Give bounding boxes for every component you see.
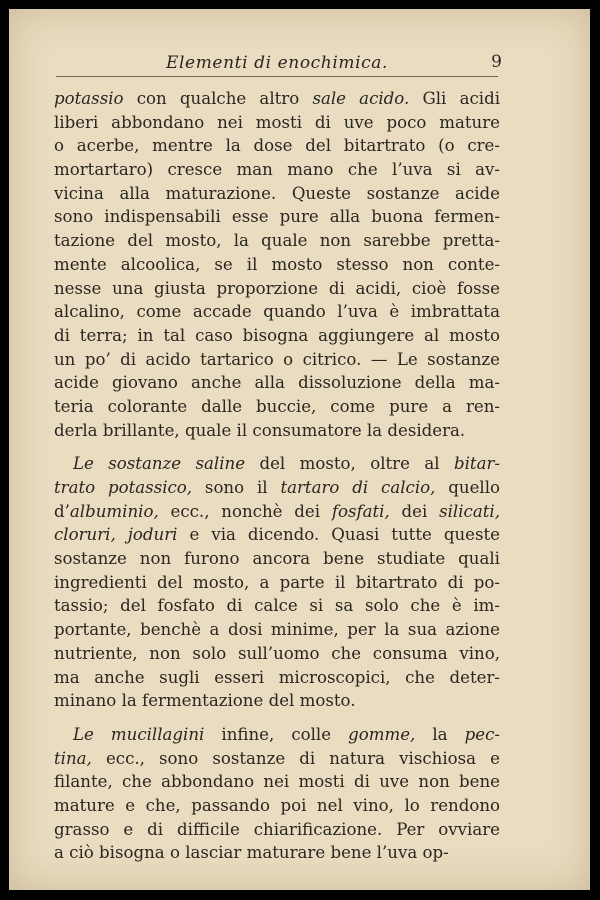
text-run: ecc., nonchè dei [158, 501, 332, 521]
paragraph [54, 452, 500, 713]
paragraph [54, 723, 500, 865]
text-run: e via dicendo. Quasi tutte queste [177, 525, 500, 545]
text-line [54, 476, 500, 500]
text-run: mature e che, passando poi nel vino, lo rendono [54, 795, 500, 815]
italic-term: tartaro di calcio, [280, 478, 436, 497]
text-run: a ciò bisogna o lasciar maturare bene l’uva op- [54, 843, 449, 863]
text-run: d’ [54, 501, 70, 521]
text-run: alcalino, come accade quando l’uva è imbrattata [54, 302, 500, 322]
text-run: Gli acidi [409, 89, 500, 108]
text-line [54, 818, 500, 842]
body-text [54, 87, 500, 865]
text-run: portante, benchè a dosi minime, per la sua azione [54, 620, 500, 640]
italic-term: silicati, [439, 501, 500, 521]
paragraph-gap [54, 442, 500, 452]
italic-term: Le mucillagini [73, 724, 205, 744]
text-line [54, 841, 500, 865]
text-line [54, 419, 500, 443]
text-line [54, 666, 500, 690]
text-line [54, 571, 500, 595]
italic-term: pec- [464, 724, 500, 744]
text-run: acide giovano anche alla dissoluzione della ma- [54, 373, 500, 393]
text-line [54, 348, 500, 372]
italic-term: potassio [54, 89, 124, 108]
text-line [54, 158, 500, 182]
italic-term: fosfati, [331, 501, 390, 521]
text-line [54, 452, 500, 476]
text-line [54, 523, 500, 547]
text-line [54, 618, 500, 642]
italic-term: tina, [54, 748, 92, 768]
text-run: liberi abbondano nei mosti di uve poco mature [54, 112, 500, 132]
text-run: un po’ di acido tartarico o citrico. — Le sostanze [54, 349, 500, 369]
text-line [54, 500, 500, 524]
text-line [54, 642, 500, 666]
text-line [54, 134, 500, 158]
text-line [54, 594, 500, 618]
text-run: filante, che abbondano nei mosti di uve non bene [54, 772, 500, 792]
text-run: o acerbe, mentre la dose del bitartrato (o cre- [54, 136, 500, 156]
text-run: di terra; in tal caso bisogna aggiungere al mosto [54, 325, 500, 345]
text-run: mortartaro) cresce man mano che l’uva si av- [54, 160, 500, 180]
text-line [54, 229, 500, 253]
paragraph [54, 87, 500, 442]
text-run: vicina alla maturazione. Queste sostanze acide [54, 183, 500, 203]
text-run: tazione del mosto, la quale non sarebbe pretta- [54, 231, 500, 251]
text-line [54, 253, 500, 277]
text-run: nutriente, non solo sull’uomo che consuma vino, [54, 643, 500, 663]
text-line [54, 371, 500, 395]
text-run: tassio; del fosfato di calce si sa solo che è im- [54, 596, 500, 616]
text-run: mente alcoolica, se il mosto stesso non conte- [54, 254, 500, 274]
text-run: sono indispensabili esse pure alla buona fermen- [54, 207, 500, 227]
text-run: del mosto, oltre al [245, 454, 454, 474]
text-line [54, 277, 500, 301]
text-line [54, 300, 500, 324]
text-line [54, 182, 500, 206]
text-run: nesse una giusta proporzione di acidi, cioè fosse [54, 278, 500, 298]
page-number: 9 [491, 52, 502, 72]
text-run: minano la fermentazione del mosto. [54, 691, 356, 711]
text-run: ma anche sugli esseri microscopici, che deter- [54, 667, 500, 687]
italic-term: Le sostanze saline [73, 454, 246, 474]
text-line [54, 395, 500, 419]
text-run: sostanze non furono ancora bene studiate quali [54, 549, 500, 569]
book-page [9, 9, 590, 890]
text-run: infine, colle [204, 724, 349, 744]
text-line [54, 723, 500, 747]
text-run: con qualche altro [123, 89, 313, 108]
text-run: ingredienti del mosto, a parte il bitartrato di po- [54, 572, 500, 592]
text-line [54, 324, 500, 348]
text-run: derla brillante, quale il consumatore la desidera. [54, 420, 466, 440]
italic-term: sale acido. [312, 89, 410, 108]
text-line [54, 87, 500, 111]
text-line [54, 770, 500, 794]
paragraph-gap [54, 713, 500, 723]
text-run: la [415, 724, 465, 744]
italic-term: gomme, [348, 724, 416, 744]
text-line [54, 747, 500, 771]
text-run: dei [389, 501, 440, 521]
italic-term: bitar- [453, 454, 500, 474]
text-line [54, 689, 500, 713]
italic-term: cloruri, joduri [54, 525, 178, 545]
page-header [56, 44, 502, 77]
text-run: quello [435, 478, 500, 497]
running-title: Elementi di enochimica. [166, 53, 388, 73]
text-line [54, 111, 500, 135]
text-run: teria colorante dalle buccie, come pure a ren- [54, 396, 500, 416]
text-line [54, 547, 500, 571]
text-line [54, 205, 500, 229]
text-line [54, 794, 500, 818]
text-run: grasso e di difficile chiarificazione. Per ovviare [54, 819, 500, 839]
italic-term: albuminio, [69, 501, 159, 521]
text-run: sono il [192, 478, 281, 497]
text-run: ecc., sono sostanze di natura vischiosa e [91, 748, 500, 768]
italic-term: trato potassico, [54, 478, 193, 497]
